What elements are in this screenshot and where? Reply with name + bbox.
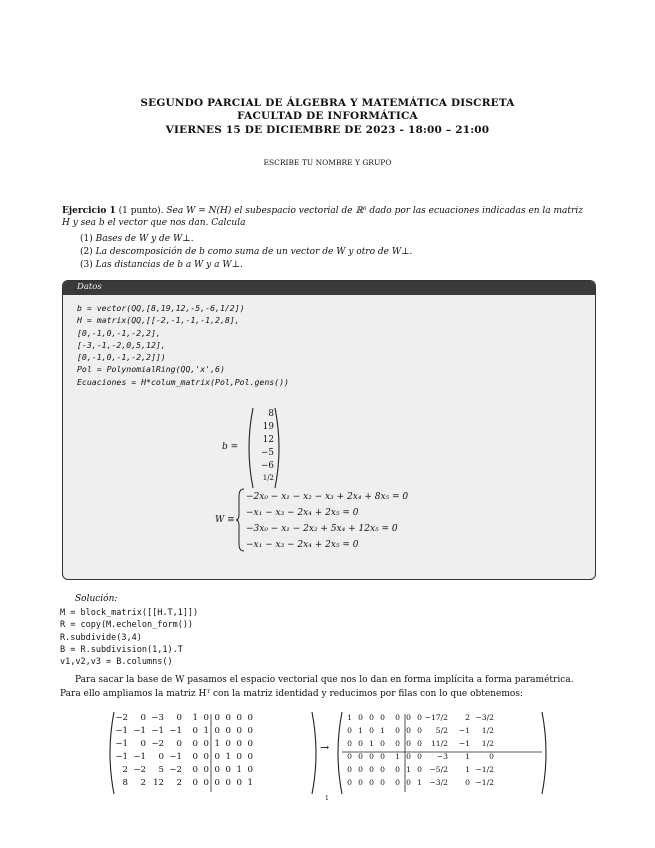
matrix-cell: 0 [417,752,422,761]
matrix-cell: 0 [358,752,363,761]
matrix-cell: 0 [395,726,400,735]
page-number: 1 [325,795,329,802]
matrix-cell: 0 [358,739,363,748]
w-equations [246,489,408,553]
equation: −x₁ − x₃ − 2x₄ + 2x₅ = 0 [246,508,359,518]
matrix-cell: 0 [369,752,374,761]
matrix-cell: 1 [247,778,253,788]
matrix-cell: 0 [236,778,242,788]
matrix-row [114,765,253,775]
arrow-icon: → [320,741,330,754]
matrix-cell: 0 [417,726,422,735]
exercise-item: (3) Las distancias de b a W y a W⊥. [80,260,243,270]
b-entry: 12 [262,435,274,445]
matrix-cell: 0 [395,713,400,722]
code-line: B = R.subdivision(1,1).T [60,644,183,655]
matrix-cell: 0 [192,752,198,762]
matrix-cell: 0 [406,752,411,761]
matrix-cell: 1/2 [481,739,494,748]
matrix-cell: 0 [417,739,422,748]
matrix-cell: 0 [347,752,352,761]
matrix-row [342,765,494,774]
matrix-cell: 0 [406,713,411,722]
matrix-cell: 0 [417,765,422,774]
matrix-cell: 0 [236,726,242,736]
matrix-cell: −17/2 [424,713,448,722]
matrix-cell: 0 [176,713,182,723]
matrix-cell: 0 [406,739,411,748]
datos-title: Datos [77,282,102,292]
matrix-cell: −5/2 [429,765,448,774]
matrix-row [114,739,253,749]
matrix-cell: −2 [115,713,128,723]
matrix-cell: −2 [169,765,182,775]
datos-code [77,302,289,388]
matrix-cell: 0 [406,778,411,787]
matrix-row [342,713,494,722]
code-line: R.subdivide(3,4) [60,632,142,643]
matrix-cell: 1 [380,726,385,735]
matrix-cell: −1 [115,739,128,749]
matrix-cell: 0 [395,778,400,787]
matrix-cell: 0 [380,739,385,748]
matrix-cell: 1 [465,765,470,774]
matrix-row [342,752,494,761]
matrix-cell: 0 [214,752,220,762]
header-title: SEGUNDO PARCIAL DE ÁLGEBRA Y MATEMÁTICA DISCRETA [140,97,515,109]
matrix-cell: −2 [151,739,164,749]
equation: −2x₀ − x₁ − x₂ − x₃ + 2x₄ + 8x₅ = 0 [246,492,409,502]
matrix-cell: 2 [122,765,128,775]
matrix-cell: −1 [458,726,470,735]
matrix-cell: 0 [203,778,209,788]
equation: −x₁ − x₃ − 2x₄ + 2x₅ = 0 [246,540,359,550]
matrix-cell: 0 [380,713,385,722]
matrix-cell: 0 [225,713,231,723]
matrix-cell: 11/2 [430,739,448,748]
matrix-cell: 0 [192,778,198,788]
matrix-cell: −2 [133,765,146,775]
matrix-cell: 0 [347,739,352,748]
matrix-cell: 0 [406,726,411,735]
matrix-cell: −1 [169,726,182,736]
matrix-cell: −1 [115,726,128,736]
matrix-cell: 0 [192,739,198,749]
matrix-cell: 0 [225,726,231,736]
matrix-cell: 0 [236,713,242,723]
matrix-cell: 0 [214,778,220,788]
exercise-statement-line2: H y sea b el vector que nos dan. Calcula [62,218,246,228]
matrix-cell: 0 [247,739,253,749]
matrix-row [114,778,253,788]
matrix-cell: 0 [465,778,470,787]
equation: −3x₀ − x₁ − 2x₂ + 5x₄ + 12x₅ = 0 [246,524,398,534]
header-faculty: FACULTAD DE INFORMÁTICA [237,110,418,122]
matrix-cell: 1 [203,726,209,736]
matrix-row [342,739,494,748]
matrix-cell: 0 [236,739,242,749]
exercise-statement [62,205,602,217]
solution-text-line2: Para ello ampliamos la matriz Hᵀ con la matriz identidad y reducimos por filas con lo que obtenemos: [60,689,523,699]
matrix-cell: 0 [140,739,146,749]
matrix-cell: 12 [153,778,164,788]
matrix-cell: 0 [358,778,363,787]
matrix-row [342,778,494,787]
matrix-cell: 0 [358,713,363,722]
matrix-cell: 0 [203,752,209,762]
w-label: W ≡ [215,515,235,525]
matrix-row [342,726,494,735]
matrix-cell: −1 [169,752,182,762]
matrix-cell: −3/2 [475,713,494,722]
b-entry: 8 [268,409,274,419]
matrix-cell: 1 [358,726,363,735]
matrix-cell: −1/2 [475,778,494,787]
matrix-cell: 0 [395,739,400,748]
code-line: Pol = PolynomialRing(QQ,'x',6) [77,364,225,375]
matrix-cell: 0 [358,765,363,774]
code-line: M = block_matrix([[H.T,1]]) [60,608,199,618]
matrix-row [114,726,253,736]
solution-label: Solución: [75,594,118,604]
datos-box [62,280,596,580]
matrix-cell: 0 [347,765,352,774]
w-brace [236,488,246,552]
header-date: VIERNES 15 DE DICIEMBRE DE 2023 - 18:00 – 21:00 [165,124,490,136]
matrix-cell: 1 [214,739,220,749]
matrix-cell: 0 [380,765,385,774]
code-line: v1,v2,v3 = B.columns() [60,657,173,668]
exercise-label: Ejercicio 1 [62,206,116,216]
matrix-cell: 0 [369,713,374,722]
matrix-cell: 0 [347,726,352,735]
matrix-cell: 0 [247,765,253,775]
b-entry: −5 [261,448,274,458]
matrix-cell: 0 [236,752,242,762]
matrix-cell: 5/2 [435,726,448,735]
code-line: [-3,-1,-2,0,5,12], [77,339,166,350]
code-line: [0,-1,0,-1,-2,2], [77,327,161,338]
exercise-item: (1) Bases de W y de W⊥. [80,234,194,244]
matrix-cell: 0 [489,752,494,761]
matrix-cell: −1 [133,726,146,736]
matrix-cell: 1 [369,739,374,748]
code-line: H = matrix(QQ,[[-2,-1,-1,-1,2,8], [77,315,240,326]
matrix-cell: 1 [347,713,352,722]
matrix-cell: 2 [465,713,470,722]
b-entry: 1/2 [262,474,274,482]
matrix-row [114,713,253,723]
matrix-cell: 1/2 [481,726,494,735]
matrix-cell: 0 [225,778,231,788]
matrix-cell: 0 [176,739,182,749]
matrix-cell: 1 [236,765,242,775]
b-entry: 19 [262,422,274,432]
matrix-cell: 0 [192,726,198,736]
matrix-cell: 1 [465,752,470,761]
exercise-item: (2) La descomposición de b como suma de un vector de W y otro de W⊥. [80,247,413,257]
matrix-cell: 1 [417,778,422,787]
matrix-row [114,752,253,762]
matrix-cell: 0 [380,752,385,761]
matrix-cell: −1 [458,739,470,748]
matrix-cell: 1 [225,752,231,762]
matrix-cell: 0 [214,713,220,723]
matrix-cell: −1 [115,752,128,762]
matrix-cell: 2 [176,778,182,788]
matrix-cell: −3/2 [429,778,448,787]
matrix-cell: 0 [369,726,374,735]
matrix-cell: 0 [158,752,164,762]
exercise-points: (1 punto). [118,206,164,216]
matrix-cell: 1 [192,713,198,723]
matrix-cell: 0 [203,739,209,749]
matrix-cell: −3 [151,713,164,723]
code-line: b = vector(QQ,[8,19,12,-5,-6,1/2]) [77,303,245,313]
matrix-cell: 0 [214,765,220,775]
matrix-cell: 1 [395,752,400,761]
matrix-cell: 0 [214,726,220,736]
exercise-statement-line1: Sea W = N(H) el subespacio vectorial de ℝ⁶ dado por las ecuaciones indicadas en la matriz [166,206,583,216]
matrix-cell: 0 [203,713,209,723]
matrix-cell: 1 [406,765,411,774]
solution-code [60,607,198,668]
datos-header [63,281,595,295]
matrix-cell: 0 [247,752,253,762]
b-label: b = [222,442,239,452]
code-line: R = copy(M.echelon_form()) [60,620,194,631]
matrix-cell: 8 [122,778,128,788]
matrix-cell: 0 [192,765,198,775]
matrix-cell: 0 [247,726,253,736]
b-entry: −6 [261,461,274,471]
matrix-cell: 0 [417,713,422,722]
matrix-cell: 0 [369,765,374,774]
matrix-cell: −1 [151,726,164,736]
matrix-cell: 2 [140,778,146,788]
matrix-cell: 0 [347,778,352,787]
code-line: Ecuaciones = H*colum_matrix(Pol,Pol.gens()) [77,376,289,387]
matrix-cell: 5 [158,765,164,775]
solution-text-line1: Para sacar la base de W pasamos el espacio vectorial que nos lo dan en forma implícita a forma paramétrica. [75,675,574,685]
matrix-cell: −1/2 [475,765,494,774]
matrix-cell: 0 [395,765,400,774]
matrix-cell: 0 [225,739,231,749]
code-line: [0,-1,0,-1,-2,2]]) [77,352,166,363]
matrix-cell: 0 [225,765,231,775]
matrix-cell: 0 [247,713,253,723]
matrix-cell: 0 [140,713,146,723]
matrix-cell: 0 [203,765,209,775]
matrix-cell: −3 [436,752,448,761]
matrix-cell: 0 [380,778,385,787]
name-prompt: ESCRIBE TU NOMBRE Y GRUPO [263,158,392,167]
matrix-cell: −1 [133,752,146,762]
matrix-cell: 0 [369,778,374,787]
b-vector [248,409,280,487]
